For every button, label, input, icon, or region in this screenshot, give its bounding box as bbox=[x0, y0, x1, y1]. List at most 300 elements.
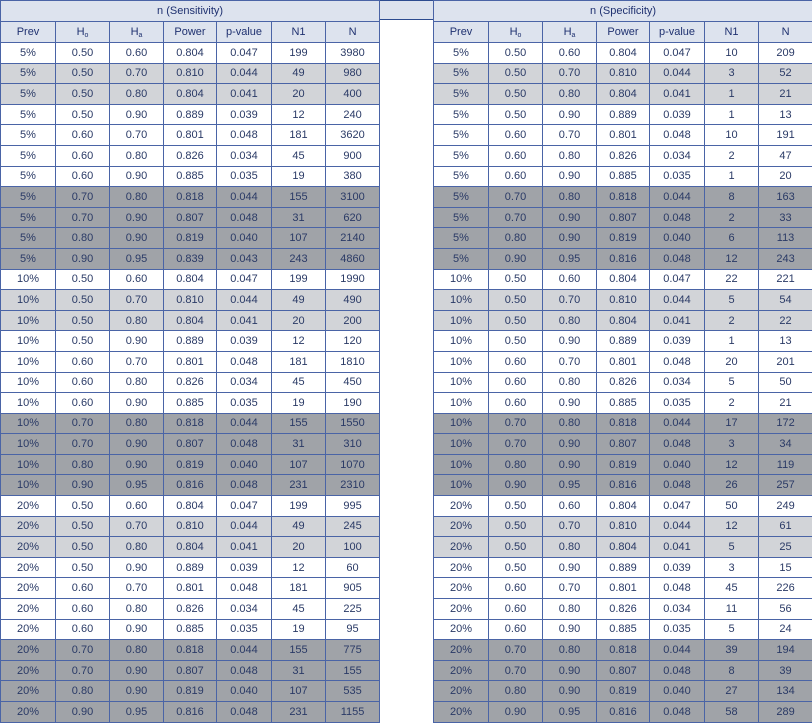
cell-ha: 0.80 bbox=[110, 537, 164, 558]
cell-power: 0.885 bbox=[164, 619, 217, 640]
cell-n1: 10 bbox=[705, 125, 759, 146]
cell-pvalue: 0.048 bbox=[217, 434, 272, 455]
cell-pvalue: 0.044 bbox=[217, 290, 272, 311]
cell-n1: 45 bbox=[272, 372, 326, 393]
cell-pvalue: 0.047 bbox=[217, 43, 272, 64]
table-row bbox=[1, 640, 380, 661]
cell-pvalue: 0.035 bbox=[217, 166, 272, 187]
cell-n: 33 bbox=[759, 207, 812, 228]
cell-pvalue: 0.047 bbox=[650, 43, 705, 64]
cell-ha: 0.95 bbox=[543, 475, 597, 496]
cell-power: 0.816 bbox=[597, 248, 650, 269]
specificity-table bbox=[433, 0, 812, 723]
cell-n1: 50 bbox=[705, 496, 759, 517]
cell-power: 0.810 bbox=[164, 63, 217, 84]
cell-ha: 0.90 bbox=[110, 557, 164, 578]
cell-n1: 31 bbox=[272, 660, 326, 681]
cell-n1: 19 bbox=[272, 619, 326, 640]
cell-n1: 31 bbox=[272, 207, 326, 228]
cell-power: 0.801 bbox=[597, 351, 650, 372]
table-row bbox=[1, 104, 380, 125]
cell-h0: 0.50 bbox=[489, 496, 543, 517]
cell-ha: 0.60 bbox=[110, 496, 164, 517]
cell-pvalue: 0.039 bbox=[217, 557, 272, 578]
table-row bbox=[1, 516, 380, 537]
cell-ha: 0.80 bbox=[543, 537, 597, 558]
table-row bbox=[1, 248, 380, 269]
table-row bbox=[1, 372, 380, 393]
cell-power: 0.826 bbox=[164, 145, 217, 166]
cell-prev: 5% bbox=[434, 104, 489, 125]
cell-prev: 10% bbox=[1, 475, 56, 496]
cell-h0: 0.50 bbox=[489, 43, 543, 64]
cell-h0: 0.70 bbox=[489, 187, 543, 208]
cell-pvalue: 0.039 bbox=[650, 331, 705, 352]
ha-subscript: a bbox=[139, 32, 143, 39]
cell-power: 0.885 bbox=[597, 166, 650, 187]
col-header-n1: N1 bbox=[272, 22, 326, 43]
cell-n: 113 bbox=[759, 228, 812, 249]
cell-h0: 0.70 bbox=[489, 413, 543, 434]
cell-n: 134 bbox=[759, 681, 812, 702]
cell-prev: 5% bbox=[434, 166, 489, 187]
cell-power: 0.810 bbox=[597, 63, 650, 84]
cell-prev: 10% bbox=[1, 372, 56, 393]
cell-n1: 155 bbox=[272, 640, 326, 661]
cell-n: 380 bbox=[326, 166, 380, 187]
table-row bbox=[434, 125, 812, 146]
cell-n: 24 bbox=[759, 619, 812, 640]
table-row bbox=[434, 63, 812, 84]
cell-h0: 0.70 bbox=[489, 660, 543, 681]
cell-pvalue: 0.034 bbox=[650, 372, 705, 393]
cell-ha: 0.90 bbox=[110, 331, 164, 352]
cell-n: 13 bbox=[759, 331, 812, 352]
specificity-title: n (Specificity) bbox=[434, 1, 812, 22]
table-row bbox=[434, 681, 812, 702]
cell-h0: 0.80 bbox=[56, 681, 110, 702]
cell-ha: 0.80 bbox=[110, 599, 164, 620]
cell-power: 0.804 bbox=[597, 496, 650, 517]
table-row bbox=[1, 537, 380, 558]
cell-prev: 10% bbox=[1, 351, 56, 372]
cell-power: 0.807 bbox=[597, 434, 650, 455]
cell-ha: 0.60 bbox=[543, 496, 597, 517]
cell-ha: 0.80 bbox=[110, 640, 164, 661]
cell-h0: 0.60 bbox=[56, 145, 110, 166]
cell-pvalue: 0.044 bbox=[217, 63, 272, 84]
cell-prev: 10% bbox=[434, 310, 489, 331]
cell-n1: 199 bbox=[272, 269, 326, 290]
cell-n: 3980 bbox=[326, 43, 380, 64]
cell-prev: 5% bbox=[1, 187, 56, 208]
cell-n1: 5 bbox=[705, 372, 759, 393]
cell-power: 0.804 bbox=[164, 496, 217, 517]
cell-ha: 0.80 bbox=[543, 372, 597, 393]
cell-n: 995 bbox=[326, 496, 380, 517]
cell-ha: 0.70 bbox=[543, 516, 597, 537]
cell-pvalue: 0.040 bbox=[217, 454, 272, 475]
cell-ha: 0.90 bbox=[110, 104, 164, 125]
table-row bbox=[1, 413, 380, 434]
cell-pvalue: 0.039 bbox=[650, 557, 705, 578]
table-row bbox=[1, 578, 380, 599]
cell-prev: 5% bbox=[434, 43, 489, 64]
cell-prev: 20% bbox=[1, 640, 56, 661]
cell-h0: 0.70 bbox=[56, 187, 110, 208]
cell-power: 0.807 bbox=[164, 434, 217, 455]
cell-prev: 10% bbox=[1, 413, 56, 434]
cell-pvalue: 0.034 bbox=[650, 599, 705, 620]
cell-h0: 0.80 bbox=[489, 228, 543, 249]
cell-prev: 5% bbox=[1, 207, 56, 228]
cell-prev: 5% bbox=[434, 145, 489, 166]
sensitivity-table bbox=[0, 0, 380, 723]
cell-n1: 39 bbox=[705, 640, 759, 661]
cell-pvalue: 0.041 bbox=[650, 537, 705, 558]
table-row bbox=[1, 702, 380, 723]
cell-power: 0.889 bbox=[164, 104, 217, 125]
cell-n: 163 bbox=[759, 187, 812, 208]
table-row bbox=[1, 207, 380, 228]
cell-ha: 0.80 bbox=[543, 599, 597, 620]
cell-prev: 5% bbox=[1, 84, 56, 105]
cell-ha: 0.90 bbox=[543, 619, 597, 640]
cell-n: 61 bbox=[759, 516, 812, 537]
cell-prev: 10% bbox=[1, 434, 56, 455]
cell-prev: 5% bbox=[1, 63, 56, 84]
cell-pvalue: 0.048 bbox=[650, 475, 705, 496]
cell-power: 0.816 bbox=[164, 475, 217, 496]
ha-subscript: a bbox=[572, 32, 576, 39]
table-row bbox=[434, 372, 812, 393]
cell-n1: 181 bbox=[272, 125, 326, 146]
cell-ha: 0.60 bbox=[110, 43, 164, 64]
cell-pvalue: 0.048 bbox=[217, 475, 272, 496]
cell-power: 0.839 bbox=[164, 248, 217, 269]
cell-n1: 155 bbox=[272, 187, 326, 208]
cell-h0: 0.50 bbox=[56, 104, 110, 125]
ha-symbol: H bbox=[131, 26, 139, 38]
cell-h0: 0.60 bbox=[56, 351, 110, 372]
cell-h0: 0.60 bbox=[489, 599, 543, 620]
cell-h0: 0.50 bbox=[489, 537, 543, 558]
table-separator bbox=[379, 0, 433, 719]
table-row bbox=[1, 351, 380, 372]
cell-power: 0.819 bbox=[597, 454, 650, 475]
table-row bbox=[434, 454, 812, 475]
table-row bbox=[1, 496, 380, 517]
table-row bbox=[434, 84, 812, 105]
cell-ha: 0.90 bbox=[543, 393, 597, 414]
cell-pvalue: 0.048 bbox=[650, 702, 705, 723]
cell-pvalue: 0.044 bbox=[217, 187, 272, 208]
cell-n1: 8 bbox=[705, 660, 759, 681]
cell-h0: 0.70 bbox=[56, 660, 110, 681]
table-row bbox=[434, 660, 812, 681]
cell-h0: 0.50 bbox=[489, 84, 543, 105]
cell-prev: 20% bbox=[434, 537, 489, 558]
cell-h0: 0.60 bbox=[56, 125, 110, 146]
cell-n1: 17 bbox=[705, 413, 759, 434]
h0-subscript: o bbox=[85, 32, 89, 39]
cell-n1: 12 bbox=[272, 557, 326, 578]
cell-ha: 0.60 bbox=[543, 269, 597, 290]
cell-n: 1990 bbox=[326, 269, 380, 290]
cell-prev: 10% bbox=[434, 393, 489, 414]
cell-h0: 0.60 bbox=[56, 372, 110, 393]
cell-n: 95 bbox=[326, 619, 380, 640]
cell-n1: 5 bbox=[705, 619, 759, 640]
table-row bbox=[1, 599, 380, 620]
cell-ha: 0.95 bbox=[110, 475, 164, 496]
cell-h0: 0.50 bbox=[489, 104, 543, 125]
col-header-n1: N1 bbox=[705, 22, 759, 43]
cell-pvalue: 0.044 bbox=[217, 640, 272, 661]
cell-n1: 20 bbox=[272, 537, 326, 558]
cell-power: 0.804 bbox=[164, 84, 217, 105]
cell-power: 0.819 bbox=[164, 228, 217, 249]
cell-pvalue: 0.035 bbox=[650, 166, 705, 187]
cell-n1: 12 bbox=[705, 454, 759, 475]
cell-ha: 0.80 bbox=[110, 372, 164, 393]
cell-prev: 10% bbox=[434, 269, 489, 290]
cell-n: 52 bbox=[759, 63, 812, 84]
cell-ha: 0.80 bbox=[110, 145, 164, 166]
cell-n: 905 bbox=[326, 578, 380, 599]
cell-power: 0.810 bbox=[597, 516, 650, 537]
cell-h0: 0.80 bbox=[56, 228, 110, 249]
cell-n: 3100 bbox=[326, 187, 380, 208]
cell-n: 490 bbox=[326, 290, 380, 311]
cell-power: 0.889 bbox=[164, 331, 217, 352]
cell-n: 25 bbox=[759, 537, 812, 558]
cell-ha: 0.70 bbox=[110, 290, 164, 311]
cell-power: 0.807 bbox=[164, 660, 217, 681]
cell-n: 620 bbox=[326, 207, 380, 228]
cell-prev: 5% bbox=[1, 125, 56, 146]
cell-ha: 0.80 bbox=[543, 413, 597, 434]
col-header-n: N bbox=[326, 22, 380, 43]
cell-ha: 0.80 bbox=[543, 640, 597, 661]
cell-prev: 5% bbox=[434, 125, 489, 146]
cell-prev: 5% bbox=[1, 104, 56, 125]
cell-ha: 0.70 bbox=[543, 351, 597, 372]
cell-prev: 20% bbox=[1, 702, 56, 723]
table-row bbox=[1, 290, 380, 311]
cell-power: 0.810 bbox=[164, 290, 217, 311]
cell-pvalue: 0.039 bbox=[217, 331, 272, 352]
cell-ha: 0.90 bbox=[110, 454, 164, 475]
cell-power: 0.885 bbox=[164, 393, 217, 414]
cell-h0: 0.60 bbox=[489, 619, 543, 640]
cell-n: 39 bbox=[759, 660, 812, 681]
cell-h0: 0.60 bbox=[489, 125, 543, 146]
cell-n: 225 bbox=[326, 599, 380, 620]
cell-pvalue: 0.034 bbox=[217, 372, 272, 393]
table-row bbox=[1, 63, 380, 84]
table-row bbox=[434, 537, 812, 558]
cell-power: 0.826 bbox=[164, 372, 217, 393]
cell-power: 0.801 bbox=[164, 125, 217, 146]
cell-ha: 0.95 bbox=[110, 248, 164, 269]
col-header-ha bbox=[543, 22, 597, 43]
cell-power: 0.889 bbox=[597, 104, 650, 125]
cell-pvalue: 0.048 bbox=[650, 248, 705, 269]
table-row bbox=[434, 475, 812, 496]
cell-pvalue: 0.035 bbox=[650, 393, 705, 414]
cell-prev: 20% bbox=[1, 619, 56, 640]
cell-pvalue: 0.041 bbox=[217, 537, 272, 558]
cell-h0: 0.60 bbox=[56, 619, 110, 640]
cell-pvalue: 0.047 bbox=[217, 269, 272, 290]
cell-n: 450 bbox=[326, 372, 380, 393]
cell-power: 0.885 bbox=[597, 619, 650, 640]
table-row bbox=[434, 166, 812, 187]
h0-symbol: H bbox=[510, 26, 518, 38]
cell-n: 2140 bbox=[326, 228, 380, 249]
cell-n1: 49 bbox=[272, 290, 326, 311]
cell-n: 240 bbox=[326, 104, 380, 125]
cell-n: 21 bbox=[759, 393, 812, 414]
cell-pvalue: 0.039 bbox=[650, 104, 705, 125]
cell-prev: 5% bbox=[434, 187, 489, 208]
cell-prev: 10% bbox=[1, 269, 56, 290]
cell-n1: 49 bbox=[272, 63, 326, 84]
cell-pvalue: 0.044 bbox=[650, 640, 705, 661]
cell-power: 0.810 bbox=[164, 516, 217, 537]
cell-n: 119 bbox=[759, 454, 812, 475]
cell-ha: 0.60 bbox=[543, 43, 597, 64]
cell-ha: 0.80 bbox=[543, 187, 597, 208]
table-row bbox=[434, 393, 812, 414]
cell-pvalue: 0.041 bbox=[650, 84, 705, 105]
cell-h0: 0.70 bbox=[489, 434, 543, 455]
col-header-ha bbox=[110, 22, 164, 43]
cell-n: 22 bbox=[759, 310, 812, 331]
cell-ha: 0.70 bbox=[110, 125, 164, 146]
cell-h0: 0.50 bbox=[56, 537, 110, 558]
cell-prev: 20% bbox=[434, 681, 489, 702]
cell-n1: 243 bbox=[272, 248, 326, 269]
table-row bbox=[1, 619, 380, 640]
cell-power: 0.818 bbox=[164, 187, 217, 208]
cell-h0: 0.90 bbox=[56, 475, 110, 496]
cell-power: 0.804 bbox=[164, 310, 217, 331]
cell-prev: 20% bbox=[1, 557, 56, 578]
cell-ha: 0.90 bbox=[110, 619, 164, 640]
cell-n: 221 bbox=[759, 269, 812, 290]
cell-ha: 0.90 bbox=[110, 681, 164, 702]
cell-n1: 45 bbox=[272, 599, 326, 620]
cell-h0: 0.50 bbox=[56, 310, 110, 331]
col-header-pvalue: p-value bbox=[650, 22, 705, 43]
cell-pvalue: 0.035 bbox=[217, 393, 272, 414]
cell-pvalue: 0.040 bbox=[217, 228, 272, 249]
cell-n1: 11 bbox=[705, 599, 759, 620]
cell-n1: 1 bbox=[705, 331, 759, 352]
cell-n1: 58 bbox=[705, 702, 759, 723]
cell-h0: 0.70 bbox=[489, 207, 543, 228]
cell-n1: 12 bbox=[705, 248, 759, 269]
cell-ha: 0.80 bbox=[543, 310, 597, 331]
cell-n: 200 bbox=[326, 310, 380, 331]
cell-n1: 199 bbox=[272, 43, 326, 64]
cell-n1: 231 bbox=[272, 702, 326, 723]
cell-pvalue: 0.048 bbox=[217, 351, 272, 372]
cell-h0: 0.50 bbox=[489, 269, 543, 290]
cell-ha: 0.70 bbox=[110, 351, 164, 372]
cell-prev: 20% bbox=[434, 599, 489, 620]
cell-n1: 3 bbox=[705, 557, 759, 578]
cell-n: 1070 bbox=[326, 454, 380, 475]
cell-power: 0.816 bbox=[164, 702, 217, 723]
cell-n: 775 bbox=[326, 640, 380, 661]
cell-h0: 0.50 bbox=[489, 557, 543, 578]
cell-n: 245 bbox=[326, 516, 380, 537]
cell-power: 0.804 bbox=[597, 269, 650, 290]
cell-n1: 27 bbox=[705, 681, 759, 702]
cell-h0: 0.80 bbox=[489, 681, 543, 702]
cell-pvalue: 0.035 bbox=[217, 619, 272, 640]
cell-pvalue: 0.044 bbox=[650, 516, 705, 537]
cell-pvalue: 0.048 bbox=[217, 702, 272, 723]
cell-power: 0.818 bbox=[597, 640, 650, 661]
cell-pvalue: 0.044 bbox=[650, 63, 705, 84]
cell-power: 0.819 bbox=[164, 681, 217, 702]
cell-n1: 2 bbox=[705, 310, 759, 331]
cell-n: 54 bbox=[759, 290, 812, 311]
cell-pvalue: 0.048 bbox=[650, 125, 705, 146]
cell-pvalue: 0.041 bbox=[217, 310, 272, 331]
cell-h0: 0.60 bbox=[56, 578, 110, 599]
table-row bbox=[1, 145, 380, 166]
cell-h0: 0.60 bbox=[56, 599, 110, 620]
cell-ha: 0.80 bbox=[110, 413, 164, 434]
cell-n: 194 bbox=[759, 640, 812, 661]
cell-pvalue: 0.048 bbox=[650, 207, 705, 228]
cell-h0: 0.70 bbox=[56, 413, 110, 434]
cell-ha: 0.80 bbox=[110, 310, 164, 331]
col-header-n: N bbox=[759, 22, 812, 43]
col-header-h0 bbox=[489, 22, 543, 43]
cell-n1: 20 bbox=[272, 84, 326, 105]
cell-h0: 0.70 bbox=[56, 640, 110, 661]
cell-power: 0.804 bbox=[597, 84, 650, 105]
cell-n1: 2 bbox=[705, 145, 759, 166]
cell-n1: 10 bbox=[705, 43, 759, 64]
cell-n: 249 bbox=[759, 496, 812, 517]
cell-n: 34 bbox=[759, 434, 812, 455]
cell-ha: 0.90 bbox=[543, 166, 597, 187]
sensitivity-title: n (Sensitivity) bbox=[1, 1, 380, 22]
cell-pvalue: 0.039 bbox=[217, 104, 272, 125]
cell-n1: 231 bbox=[272, 475, 326, 496]
cell-pvalue: 0.034 bbox=[217, 145, 272, 166]
cell-power: 0.804 bbox=[597, 537, 650, 558]
cell-ha: 0.60 bbox=[110, 269, 164, 290]
cell-pvalue: 0.040 bbox=[650, 228, 705, 249]
cell-n: 60 bbox=[326, 557, 380, 578]
cell-ha: 0.70 bbox=[110, 63, 164, 84]
cell-ha: 0.70 bbox=[110, 578, 164, 599]
table-row bbox=[1, 393, 380, 414]
cell-n1: 20 bbox=[705, 351, 759, 372]
header-separator bbox=[379, 0, 433, 20]
cell-prev: 5% bbox=[434, 228, 489, 249]
cell-n1: 12 bbox=[272, 331, 326, 352]
cell-n1: 6 bbox=[705, 228, 759, 249]
